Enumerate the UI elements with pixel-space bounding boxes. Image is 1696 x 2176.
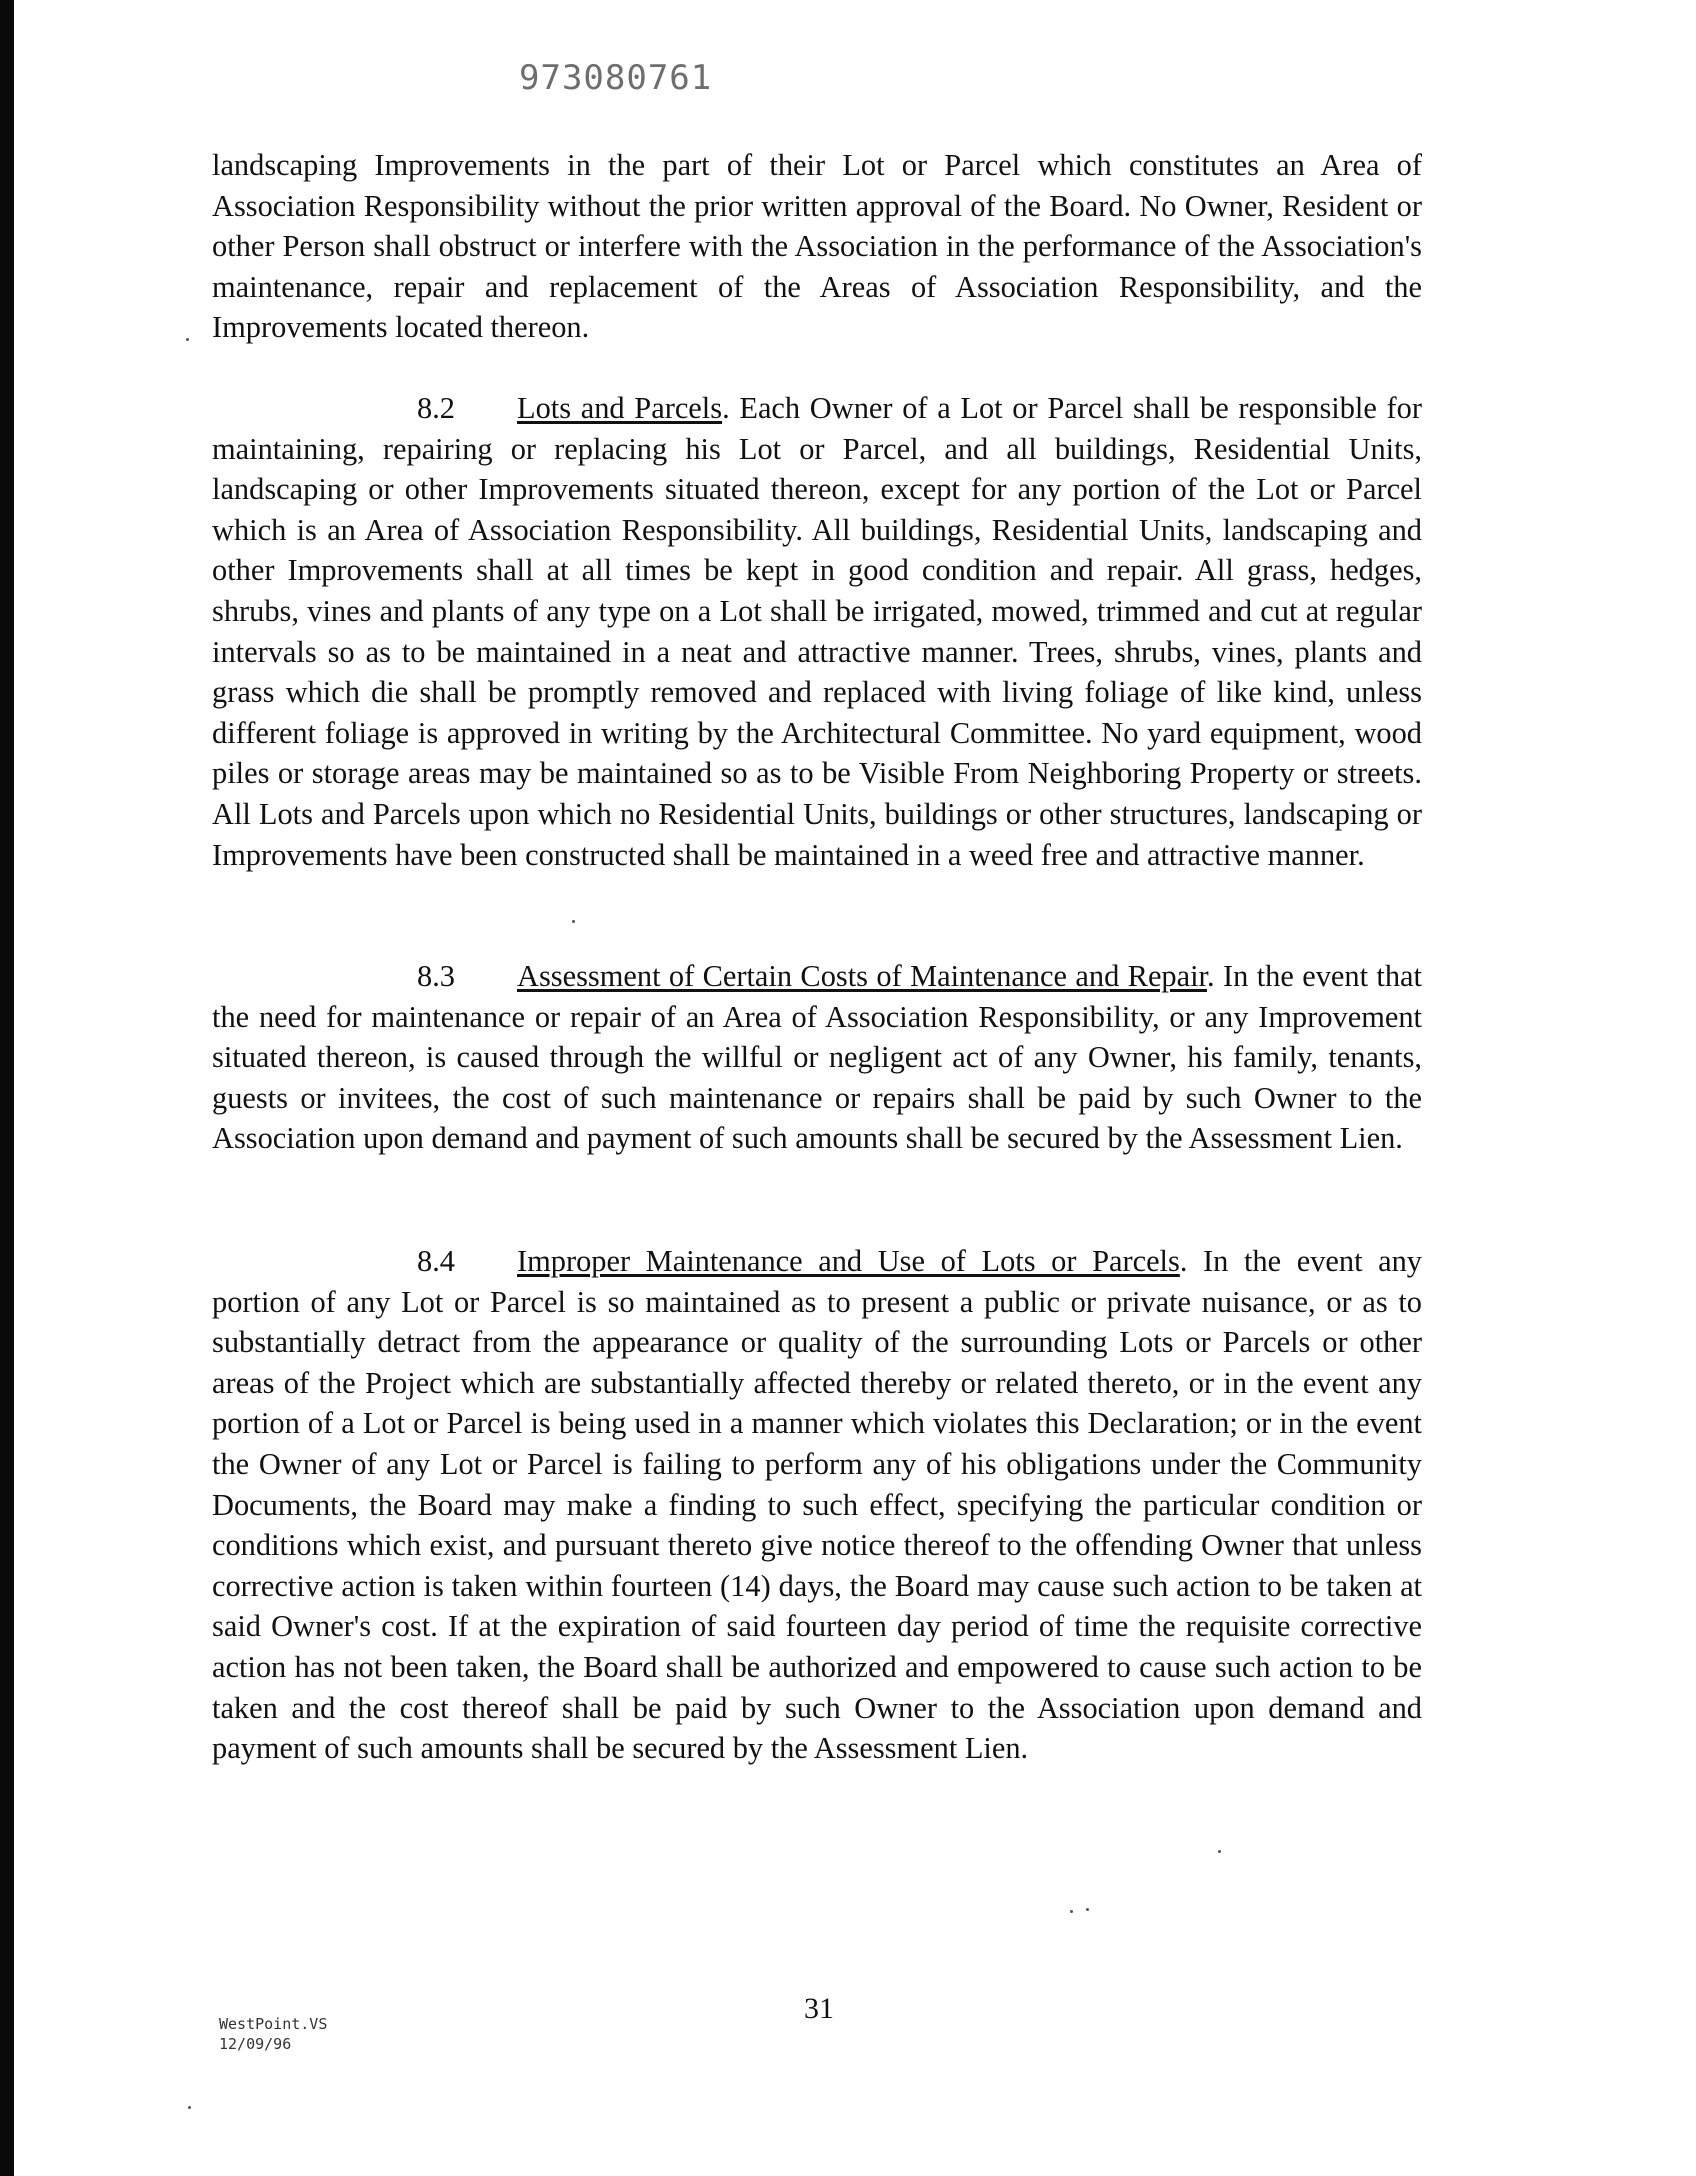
- section-text: . Each Owner of a Lot or Parcel shall be responsible for maintaining, repairing or replacing his Lot or Parcel, and all buildings, Residential Units, landscaping or other Improvements situated thereon, except for any portion of the Lot or Parcel which is an Area of Association Responsibility. All buildings, Residential Units, landscaping and other Improvements shall at all times be kept in good condition and repair. All grass, hedges, shrubs, vines and plants of any type on a Lot shall be irrigated, mowed, trimmed and cut at regular intervals so as to be maintained in a neat and attractive manner. Trees, shrubs, vines, plants and grass which die shall be promptly removed and replaced with living foliage of like kind, unless different foliage is approved in writing by the Architectural Committee. No yard equipment, wood piles or storage areas may be maintained so as to be Visible From Neighboring Property or streets. All Lots and Parcels upon which no Residential Units, buildings or other structures, landscaping or Improvements have been constructed shall be maintained in a weed free and attractive manner.: [212, 391, 1422, 872]
- section-title: Assessment of Certain Costs of Maintenance and Repair: [517, 959, 1208, 993]
- footer-file-info: [219, 2014, 327, 2054]
- section-text: . In the event that the need for maintenance or repair of an Area of Association Responsibility, or any Improvement situated thereon, is caused through the willful or negligent act of any Owner, his family, tenants, guests or invitees, the cost of such maintenance or repairs shall be paid by such Owner to the Association upon demand and payment of such amounts shall be secured by the Assessment Lien.: [212, 959, 1422, 1156]
- section-8-4: [212, 1241, 1422, 1769]
- section-number: 8.2: [417, 391, 455, 425]
- scan-left-edge: [0, 0, 14, 2176]
- section-number: 8.3: [417, 959, 455, 993]
- footer-file-name: WestPoint.VS: [219, 2015, 328, 2033]
- page-number: 31: [804, 1992, 834, 2025]
- section-8-3: [212, 956, 1422, 1159]
- scan-speck: [572, 920, 575, 923]
- section-title: Improper Maintenance and Use of Lots or Parcels: [517, 1244, 1180, 1278]
- section-title: Lots and Parcels: [517, 391, 723, 425]
- scan-speck: [186, 338, 189, 341]
- scan-speck: [188, 2106, 191, 2109]
- scan-speck: [1086, 1908, 1089, 1911]
- footer-date: 12/09/96: [219, 2035, 292, 2053]
- section-number: 8.4: [417, 1244, 455, 1278]
- scan-speck: [1070, 1910, 1073, 1913]
- section-text: . In the event any portion of any Lot or Parcel is so maintained as to present a public or private nuisance, or as to substantially detract from the appearance or quality of the surrounding Lots or Parcels or other areas of the Project which are substantially affected thereby or related thereto, or in the event any portion of a Lot or Parcel is being used in a manner which violates this Declaration; or in the event the Owner of any Lot or Parcel is failing to perform any of his obligations under the Community Documents, the Board may make a finding to such effect, specifying the particular condition or conditions which exist, and pursuant thereto give notice thereof to the offending Owner that unless corrective action is taken within fourteen (14) days, the Board may cause such action to be taken at said Owner's cost. If at the expiration of said fourteen day period of time the requisite corrective action has not been taken, the Board shall be authorized and empowered to cause such action to be taken and the cost thereof shall be paid by such Owner to the Association upon demand and payment of such amounts shall be secured by the Assessment Lien.: [212, 1244, 1423, 1766]
- document-number: 973080761: [519, 58, 713, 98]
- continuation-paragraph: landscaping Improvements in the part of their Lot or Parcel which constitutes an Area of Association Responsibility without the prior written approval of the Board. No Owner, Resident or other Person shall obstruct or interfere with the Association in the performance of the Association's maintenance, repair and replacement of the Areas of Association Responsibility, and the Improvements located thereon.: [212, 148, 1422, 345]
- scan-speck: [1218, 1850, 1221, 1853]
- section-8-2: [212, 388, 1422, 875]
